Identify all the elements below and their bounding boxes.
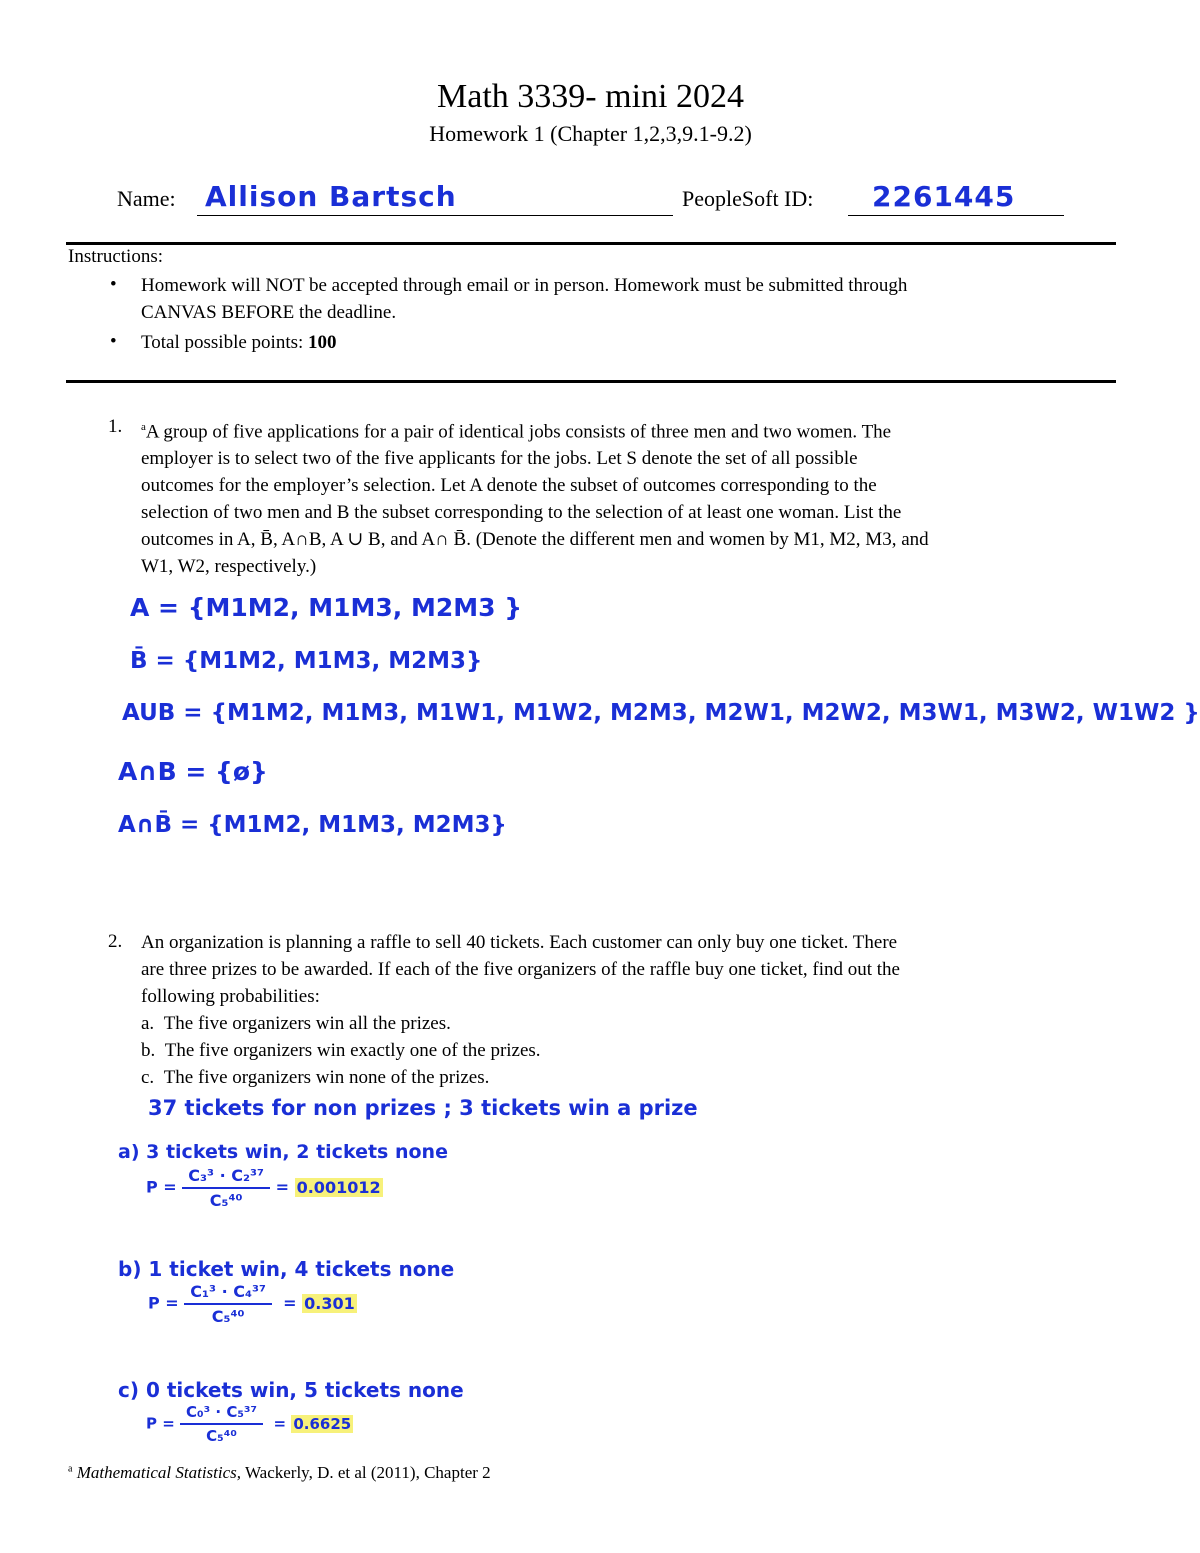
footnote (68, 1463, 491, 1483)
fraction-c: $\frac{\text{C₀³ · C₅³⁷}}{\text{C₅⁴⁰}}$ (180, 1403, 263, 1445)
footnote-book: Mathematical Statistics, (76, 1463, 242, 1482)
q2-line: are three prizes to be awarded. If each of the five organizers of the raffle buy one ticket, find out the (141, 959, 900, 980)
work-a-heading: a) 3 tickets win, 2 tickets none (118, 1141, 448, 1163)
id-label: PeopleSoft ID: (682, 186, 814, 211)
q2-line: An organization is planning a raffle to sell 40 tickets. Each customer can only buy one ticket. There (141, 932, 898, 953)
work-b-formula: P = $\frac{\text{C₁³ · C₄³⁷}}{\text{C₅⁴⁰}}$ = 0.301 (148, 1282, 355, 1326)
q2-part-a: a. The five organizers win all the prizes. (141, 1013, 451, 1034)
question-2-number: 2. (108, 931, 123, 952)
instruction-item-cont: CANVAS BEFORE the deadline. (141, 302, 397, 323)
answer-a: A = {M1M2, M1M3, M2M3 } (130, 593, 523, 622)
q1-line: selection of two men and B the subset corresponding to the selection of at least one woman. List the (141, 502, 902, 524)
work-b-heading: b) 1 ticket win, 4 tickets none (118, 1257, 455, 1281)
answer-a-union-b: AUB = {M1M2, M1M3, M1W1, M1W2, M2M3, M2W1, M2W2, M3W1, M3W2, W1W2 } (122, 700, 1200, 726)
points-label: Total possible points: (141, 332, 304, 353)
q1-line: A group of five applications for a pair of identical jobs consists of three men and two women. The (145, 421, 892, 443)
bullet-dot: • (110, 331, 117, 352)
result-a: 0.001012 (296, 1177, 381, 1197)
instructions-heading: Instructions: (68, 246, 163, 267)
q1-line: outcomes in A, B̄, A∩B, A ∪ B, and A∩ B̄. (Denote the different men and women by M1, M2, M3, and (141, 529, 929, 551)
q1-line: employer is to select two of the five applicants for the jobs. Let S denote the set of all possible (141, 448, 858, 470)
id-field[interactable] (848, 180, 1064, 216)
name-field[interactable] (197, 180, 673, 216)
q1-line: outcomes for the employer’s selection. Let A denote the subset of outcomes corresponding to the (141, 475, 877, 497)
answer-a-intersect-b-complement: A∩B̄ = {M1M2, M1M3, M2M3} (118, 812, 507, 838)
points-value: 100 (308, 332, 337, 353)
work-intro: 37 tickets for non prizes ; 3 tickets win a prize (148, 1096, 698, 1120)
question-1-number: 1. (108, 416, 123, 437)
answer-b-complement: B̄ = {M1M2, M1M3, M2M3} (130, 648, 483, 674)
q2-part-b: b. The five organizers win exactly one of the prizes. (141, 1040, 541, 1061)
question-1-text (141, 414, 1131, 580)
q2-part-c: c. The five organizers win none of the prizes. (141, 1067, 490, 1088)
footnote-marker: a (141, 421, 146, 433)
fraction-b: $\frac{\text{C₁³ · C₄³⁷}}{\text{C₅⁴⁰}}$ (184, 1282, 272, 1326)
divider-top (66, 242, 1116, 245)
result-b: 0.301 (304, 1293, 355, 1313)
page-title: Math 3339- mini 2024 (437, 78, 744, 115)
work-c-formula: P = $\frac{\text{C₀³ · C₅³⁷}}{\text{C₅⁴⁰}}$ = 0.6625 (146, 1403, 352, 1445)
id-value: 2261445 (872, 180, 1016, 213)
q1-line: W1, W2, respectively.) (141, 556, 317, 578)
page-subtitle: Homework 1 (Chapter 1,2,3,9.1-9.2) (429, 121, 752, 146)
name-label: Name: (117, 186, 176, 211)
answer-a-intersect-b: A∩B = {ø} (118, 757, 268, 786)
footnote-marker: a (68, 1463, 73, 1475)
divider-bottom (66, 380, 1116, 383)
instruction-item: Homework will NOT be accepted through email or in person. Homework must be submitted through (141, 275, 908, 296)
q2-line: following probabilities: (141, 986, 320, 1007)
work-c-heading: c) 0 tickets win, 5 tickets none (118, 1378, 464, 1402)
footnote-rest: Wackerly, D. et al (2011), Chapter 2 (241, 1463, 491, 1482)
bullet-dot: • (110, 274, 117, 295)
result-c: 0.6625 (293, 1414, 352, 1433)
question-2-text (141, 929, 1131, 1091)
name-value: Allison Bartsch (205, 180, 457, 213)
instruction-points (141, 329, 337, 356)
work-a-formula: P = $\frac{\text{C₃³ · C₂³⁷}}{\text{C₅⁴⁰}}$ = 0.001012 (146, 1166, 381, 1210)
fraction-a: $\frac{\text{C₃³ · C₂³⁷}}{\text{C₅⁴⁰}}$ (182, 1166, 270, 1210)
